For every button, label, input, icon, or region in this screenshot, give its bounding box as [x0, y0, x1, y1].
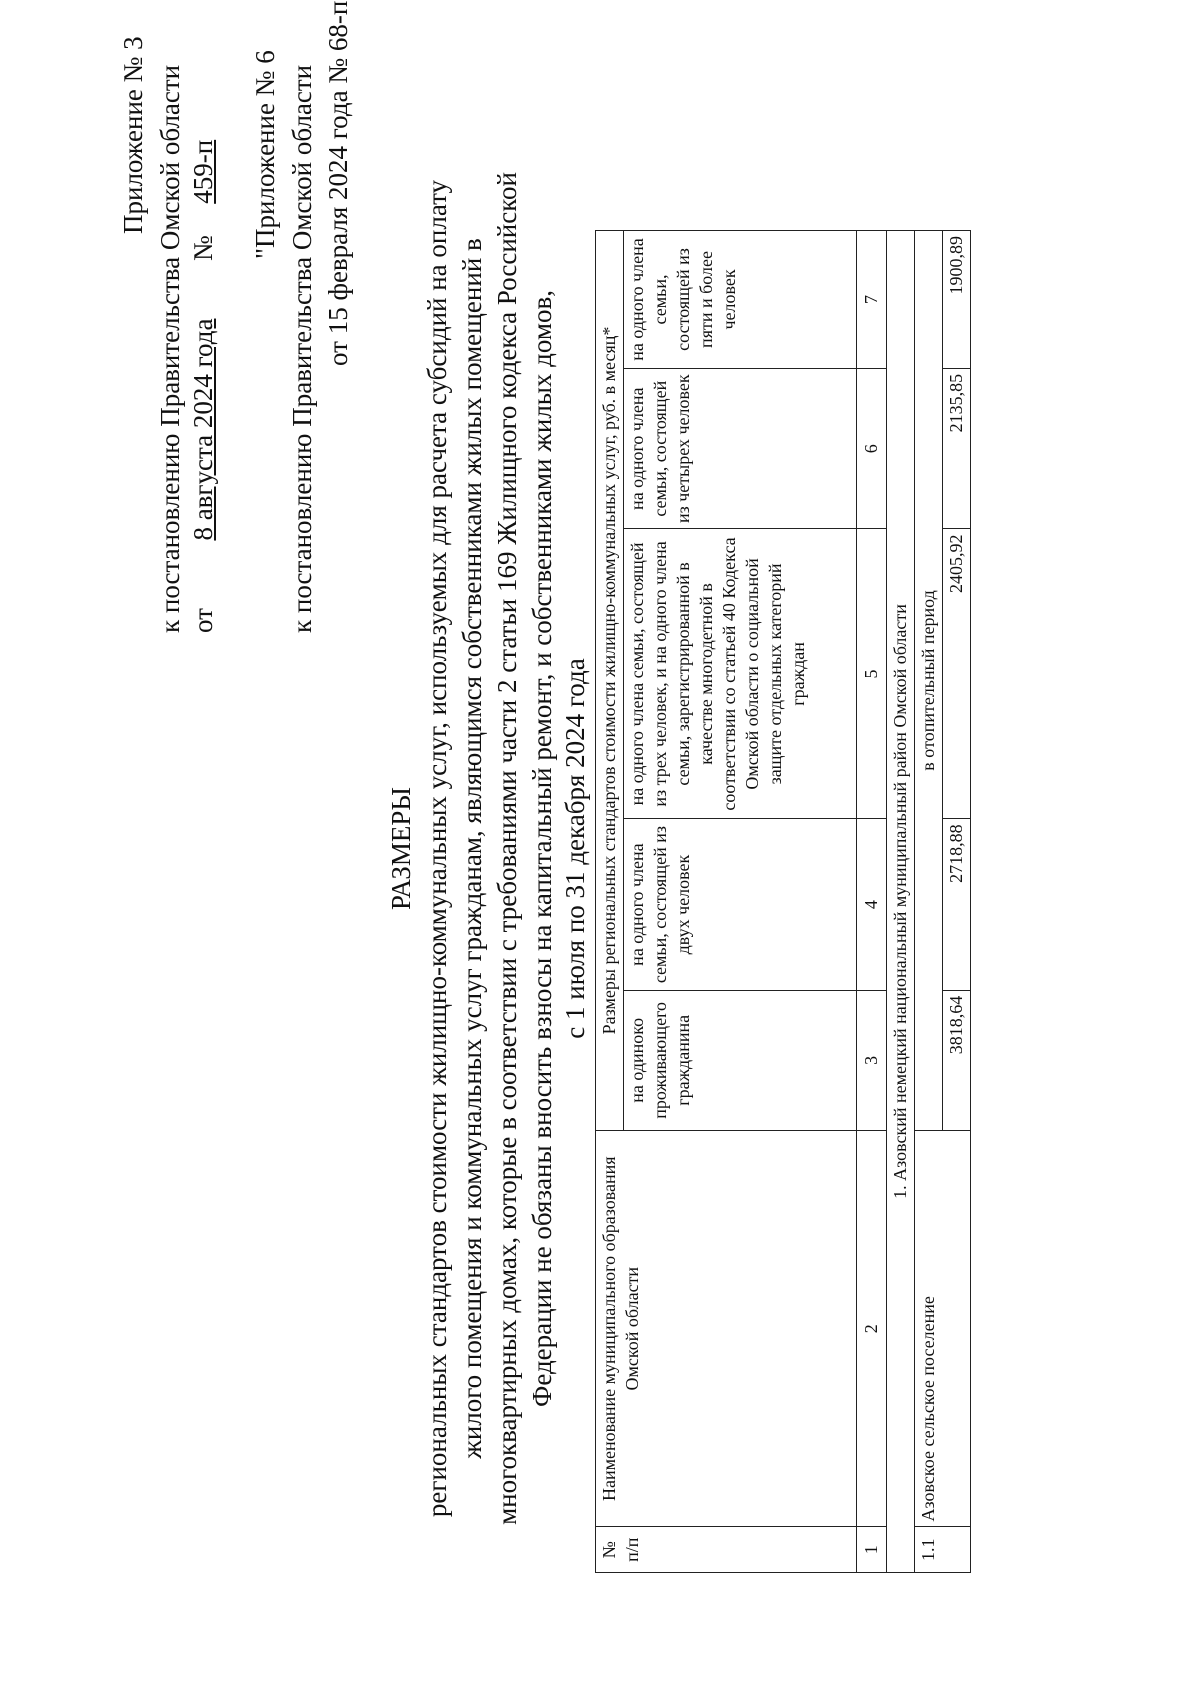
row-number: 1.1: [915, 1527, 971, 1573]
column-number: 5: [857, 529, 887, 819]
district-row: [887, 231, 915, 1573]
value-single: 3818,64: [943, 990, 971, 1130]
number-label: №: [188, 235, 218, 262]
subheader-five: на одного члена семьи, состоящей из пяти и более человек: [624, 231, 857, 369]
period-label: в отопительный период: [915, 231, 943, 1131]
title-line-5: с 1 июля по 31 декабря 2024 года: [560, 658, 590, 1039]
resolution-label-2: к постановлению Правительства Омской области: [287, 64, 317, 633]
value-three: 2405,92: [943, 529, 971, 819]
resolution-2-date-line: от 15 февраля 2024 года № 68-п: [323, 0, 353, 366]
subheader-three: на одного члена семьи, состоящей из трех человек, и на одного члена семьи, зарегистрированной в качестве многодетной в соответствии со статьей 40 Кодекса Омской области о социальной защите отдельных категорий граждан: [624, 529, 857, 819]
title-line-4: Федерации не обязаны вносить взносы на капитальный ремонт, и собственниками жилых домов,: [527, 290, 557, 1408]
title-line-1: региональных стандартов стоимости жилищно-коммунальных услуг, используемых для расчета субсидий на оплату: [422, 179, 452, 1518]
district-name: 1. Азовский немецкий национальный муниципальный район Омской области: [887, 231, 915, 1573]
column-number: 3: [857, 990, 887, 1130]
document-title: РАЗМЕРЫ: [386, 787, 416, 910]
col-header-no: № п/п: [596, 1527, 857, 1573]
column-number: 2: [857, 1130, 887, 1527]
title-line-2: жилого помещения и коммунальных услуг гражданам, являющимся собственниками жилых помещений в: [457, 238, 487, 1459]
value-two: 2718,88: [943, 819, 971, 990]
value-five: 1900,89: [943, 231, 971, 369]
appendix-3-label: Приложение № 3: [118, 36, 148, 234]
header-row-1: [596, 231, 624, 1573]
col-header-name: Наименование муниципального образования Омской области: [596, 1130, 857, 1527]
settlement-name: Азовское сельское поселение: [915, 1130, 971, 1527]
standards-table: [595, 230, 971, 1573]
column-number: 1: [857, 1527, 887, 1573]
column-number-row: [857, 231, 887, 1573]
resolution-label: к постановлению Правительства Омской области: [155, 64, 185, 633]
column-number: 6: [857, 368, 887, 529]
resolution-date: 8 августа 2024 года: [188, 318, 218, 541]
title-line-3: многоквартирных домах, которые в соответствии с требованиями части 2 статьи 169 Жилищного кодекса Российской: [492, 172, 522, 1525]
column-number: 7: [857, 231, 887, 369]
period-row: [915, 231, 943, 1573]
subheader-four: на одного члена семьи, состоящей из четырех человек: [624, 368, 857, 529]
subheader-two: на одного члена семьи, состоящей из двух человек: [624, 819, 857, 990]
resolution-number: 459-п: [188, 139, 218, 204]
from-label: от: [188, 608, 218, 633]
resolution-date-line: [188, 140, 219, 633]
column-number: 4: [857, 819, 887, 990]
value-four: 2135,85: [943, 368, 971, 529]
subheader-single: на одиноко проживающего гражданина: [624, 990, 857, 1130]
appendix-6-label: "Приложение № 6: [250, 50, 280, 259]
col-header-group: Размеры региональных стандартов стоимости жилищно-коммунальных услуг, руб. в месяц*: [596, 231, 624, 1131]
